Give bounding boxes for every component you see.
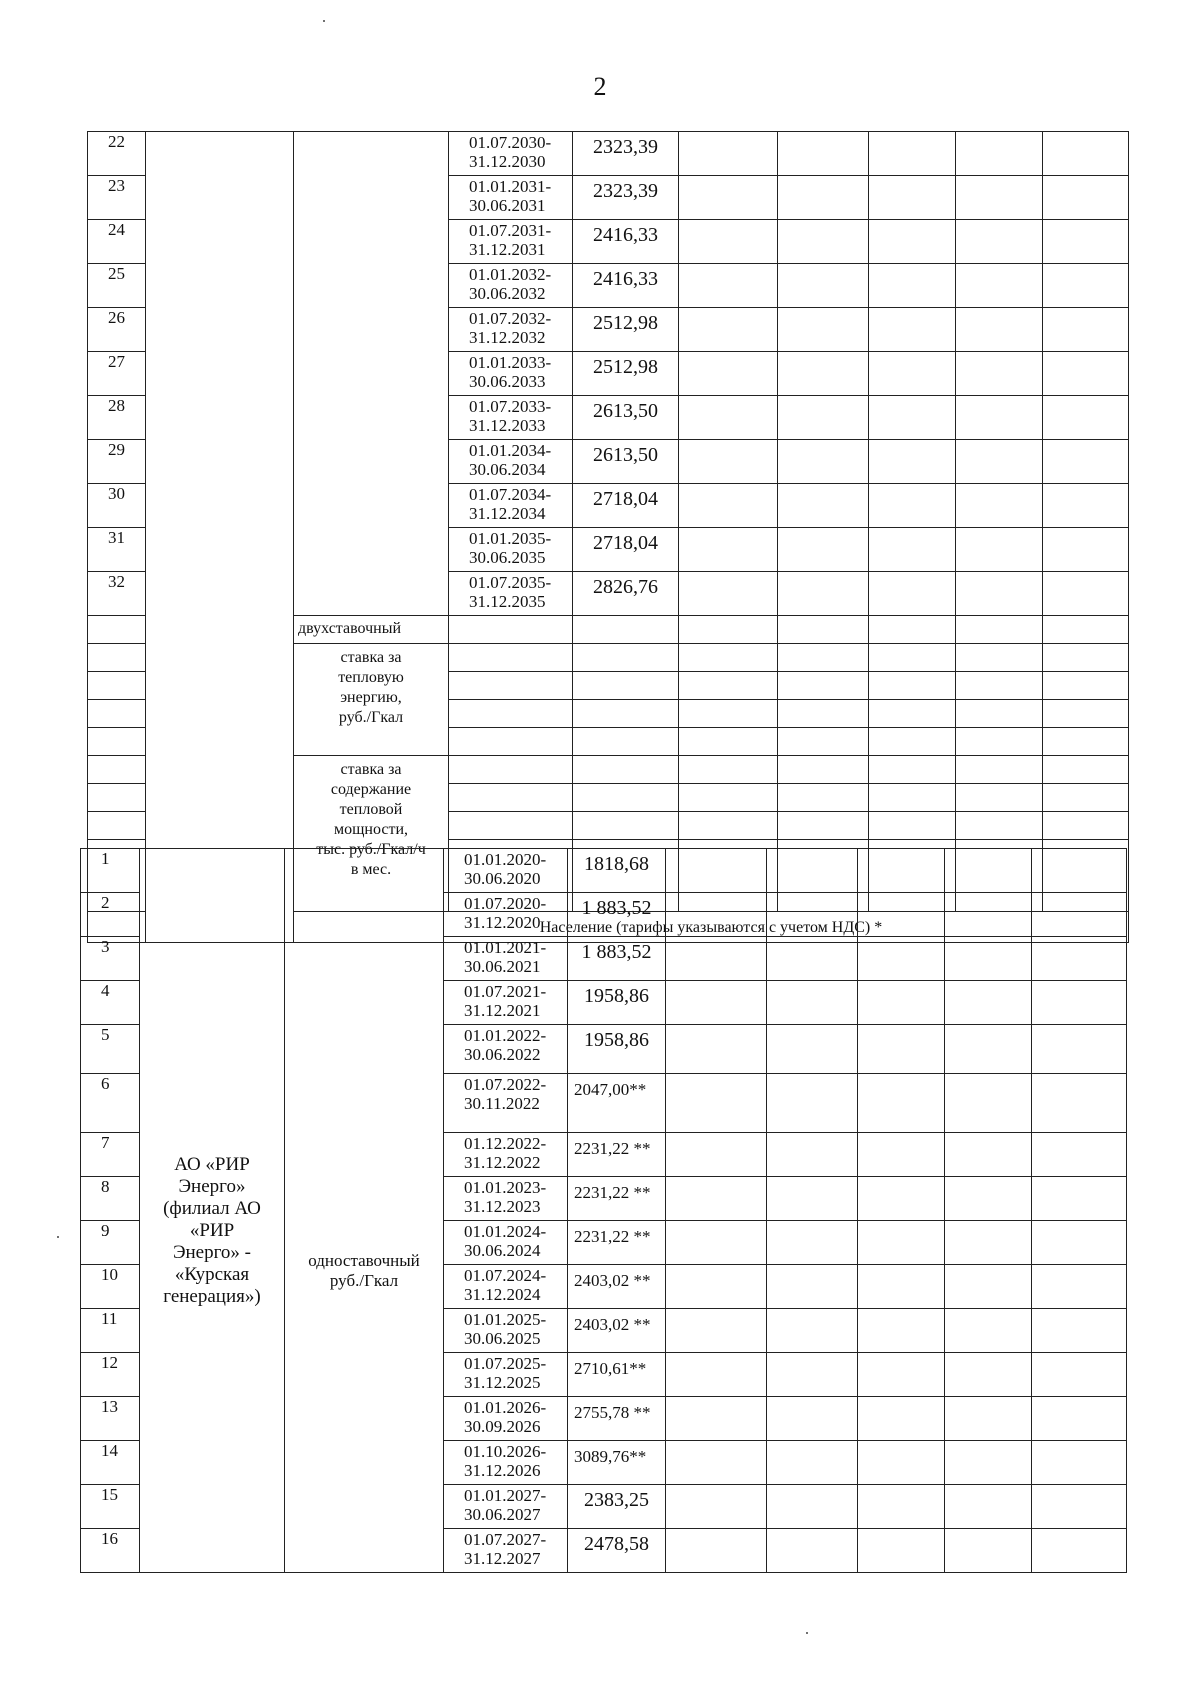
- empty-cell: [767, 1397, 858, 1441]
- empty-cell: [778, 756, 869, 784]
- period-cell: 01.12.2022- 31.12.2022: [444, 1133, 568, 1177]
- empty-cell: [679, 784, 778, 812]
- row-number: 24: [88, 220, 146, 264]
- row-number: 28: [88, 396, 146, 440]
- empty-cell: [767, 1177, 858, 1221]
- row-number-empty: [88, 700, 146, 728]
- period-cell: 01.01.2031- 30.06.2031: [449, 176, 573, 220]
- empty-cell: [679, 308, 778, 352]
- empty-cell: [956, 352, 1043, 396]
- empty-cell: [449, 644, 573, 672]
- table-row: [88, 132, 1129, 176]
- table-row: [81, 849, 1127, 893]
- period-cell: 01.01.2023- 31.12.2023: [444, 1177, 568, 1221]
- empty-cell: [858, 937, 945, 981]
- empty-cell: [945, 1221, 1032, 1265]
- tariff-value: 2613,50: [573, 396, 679, 440]
- period-cell: 01.01.2034- 30.06.2034: [449, 440, 573, 484]
- empty-cell: [1043, 308, 1129, 352]
- empty-cell: [945, 1441, 1032, 1485]
- empty-cell: [1032, 893, 1127, 937]
- row-number-empty: [88, 728, 146, 756]
- tariff-value: 2231,22 **: [568, 1177, 666, 1221]
- period-cell: 01.07.2034- 31.12.2034: [449, 484, 573, 528]
- empty-cell: [869, 352, 956, 396]
- empty-cell: [666, 1529, 767, 1573]
- empty-cell: [945, 1529, 1032, 1573]
- tariff-value: 2231,22 **: [568, 1133, 666, 1177]
- empty-cell: [666, 893, 767, 937]
- empty-cell: [666, 1353, 767, 1397]
- empty-cell: [778, 396, 869, 440]
- empty-cell: [858, 1441, 945, 1485]
- empty-cell: [945, 1177, 1032, 1221]
- empty-cell: [767, 981, 858, 1025]
- empty-cell: [956, 484, 1043, 528]
- empty-cell: [679, 264, 778, 308]
- empty-cell: [1043, 700, 1129, 728]
- capacity-rate-label: ставка за содержание тепловой мощности, тыс. руб./Гкал/ч в мес.: [294, 756, 449, 912]
- empty-cell: [956, 756, 1043, 784]
- empty-cell: [956, 784, 1043, 812]
- empty-cell: [679, 132, 778, 176]
- row-number: 12: [81, 1353, 140, 1397]
- empty-cell: [956, 220, 1043, 264]
- empty-cell: [869, 784, 956, 812]
- organization-cell-empty: [146, 132, 294, 943]
- empty-cell: [956, 132, 1043, 176]
- organization-name: АО «РИР Энерго» (филиал АО «РИР Энерго» - «Курская генерация»): [140, 849, 285, 1573]
- row-number: 23: [88, 176, 146, 220]
- empty-cell: [449, 812, 573, 840]
- empty-cell: [679, 756, 778, 784]
- empty-cell: [1032, 1485, 1127, 1529]
- empty-cell: [945, 893, 1032, 937]
- row-number: 10: [81, 1265, 140, 1309]
- empty-cell: [666, 1397, 767, 1441]
- empty-cell: [869, 484, 956, 528]
- tariff-value: 2478,58: [568, 1529, 666, 1573]
- row-number: 26: [88, 308, 146, 352]
- empty-cell: [869, 572, 956, 616]
- empty-cell: [767, 1529, 858, 1573]
- row-number-empty: [88, 644, 146, 672]
- two-rate-label: двухставочный: [294, 616, 449, 644]
- empty-cell: [767, 1074, 858, 1133]
- empty-cell: [1032, 1133, 1127, 1177]
- empty-cell: [778, 132, 869, 176]
- empty-cell: [679, 672, 778, 700]
- tariff-value: 2403,02 **: [568, 1265, 666, 1309]
- tariff-value: 2755,78 **: [568, 1397, 666, 1441]
- period-cell: 01.01.2035- 30.06.2035: [449, 528, 573, 572]
- empty-cell: [869, 440, 956, 484]
- empty-cell: [573, 616, 679, 644]
- tariff-value: 2323,39: [573, 176, 679, 220]
- empty-cell: [1043, 812, 1129, 840]
- empty-cell: [956, 308, 1043, 352]
- empty-cell: [1043, 616, 1129, 644]
- empty-cell: [956, 700, 1043, 728]
- empty-cell: [858, 1221, 945, 1265]
- tariff-value: 2416,33: [573, 264, 679, 308]
- empty-cell: [778, 220, 869, 264]
- empty-cell: [666, 1485, 767, 1529]
- empty-cell: [573, 812, 679, 840]
- empty-cell: [945, 1397, 1032, 1441]
- empty-cell: [679, 220, 778, 264]
- empty-cell: [858, 1177, 945, 1221]
- empty-cell: [956, 264, 1043, 308]
- empty-cell: [869, 220, 956, 264]
- empty-cell: [778, 644, 869, 672]
- tariff-value: 2383,25: [568, 1485, 666, 1529]
- empty-cell: [869, 644, 956, 672]
- empty-cell: [666, 937, 767, 981]
- empty-cell: [945, 1485, 1032, 1529]
- empty-cell: [666, 1177, 767, 1221]
- row-number: 30: [88, 484, 146, 528]
- row-number: 32: [88, 572, 146, 616]
- row-number: 6: [81, 1074, 140, 1133]
- empty-cell: [666, 1025, 767, 1074]
- empty-cell: [1032, 937, 1127, 981]
- empty-cell: [956, 812, 1043, 840]
- empty-cell: [778, 812, 869, 840]
- empty-cell: [1043, 644, 1129, 672]
- empty-cell: [956, 728, 1043, 756]
- period-cell: 01.07.2020- 31.12.2020: [444, 893, 568, 937]
- period-cell: 01.01.2033- 30.06.2033: [449, 352, 573, 396]
- empty-cell: [858, 1265, 945, 1309]
- empty-cell: [869, 528, 956, 572]
- empty-cell: [1043, 528, 1129, 572]
- empty-cell: [858, 1133, 945, 1177]
- empty-cell: [869, 700, 956, 728]
- row-number: 9: [81, 1221, 140, 1265]
- tariff-value: 2512,98: [573, 352, 679, 396]
- period-cell: 01.01.2025- 30.06.2025: [444, 1309, 568, 1353]
- period-cell: 01.01.2021- 30.06.2021: [444, 937, 568, 981]
- empty-cell: [679, 572, 778, 616]
- empty-cell: [1043, 784, 1129, 812]
- empty-cell: [956, 644, 1043, 672]
- empty-cell: [679, 396, 778, 440]
- row-number: 25: [88, 264, 146, 308]
- empty-cell: [679, 440, 778, 484]
- row-number: 22: [88, 132, 146, 176]
- empty-cell: [956, 616, 1043, 644]
- tariff-value: 3089,76**: [568, 1441, 666, 1485]
- period-cell: 01.07.2031- 31.12.2031: [449, 220, 573, 264]
- empty-cell: [778, 308, 869, 352]
- empty-cell: [778, 616, 869, 644]
- row-number: 29: [88, 440, 146, 484]
- empty-cell: [1043, 484, 1129, 528]
- scan-speck: [57, 1236, 59, 1238]
- empty-cell: [945, 937, 1032, 981]
- empty-cell: [1032, 1397, 1127, 1441]
- empty-cell: [1043, 220, 1129, 264]
- empty-cell: [869, 132, 956, 176]
- row-number: 3: [81, 937, 140, 981]
- row-number-empty: [88, 784, 146, 812]
- empty-cell: [858, 849, 945, 893]
- empty-cell: [767, 893, 858, 937]
- period-cell: 01.10.2026- 31.12.2026: [444, 1441, 568, 1485]
- scan-speck: [806, 1632, 808, 1634]
- row-number-empty: [88, 756, 146, 784]
- empty-cell: [858, 1309, 945, 1353]
- empty-cell: [858, 981, 945, 1025]
- row-number-empty: [88, 812, 146, 840]
- tariff-value: 1 883,52: [568, 893, 666, 937]
- empty-cell: [869, 616, 956, 644]
- tariff-value: 2512,98: [573, 308, 679, 352]
- tariff-value: 2718,04: [573, 484, 679, 528]
- empty-cell: [869, 728, 956, 756]
- row-number: 5: [81, 1025, 140, 1074]
- empty-cell: [778, 672, 869, 700]
- empty-cell: [1043, 176, 1129, 220]
- empty-cell: [679, 484, 778, 528]
- empty-cell: [767, 937, 858, 981]
- tariff-value: 1958,86: [568, 981, 666, 1025]
- empty-cell: [956, 396, 1043, 440]
- empty-cell: [767, 1485, 858, 1529]
- empty-cell: [449, 784, 573, 812]
- empty-cell: [679, 528, 778, 572]
- empty-cell: [1032, 849, 1127, 893]
- row-number: 27: [88, 352, 146, 396]
- empty-cell: [666, 849, 767, 893]
- period-cell: 01.07.2032- 31.12.2032: [449, 308, 573, 352]
- row-number: 31: [88, 528, 146, 572]
- tariff-value: 1958,86: [568, 1025, 666, 1074]
- tariff-value: 2416,33: [573, 220, 679, 264]
- row-number: 7: [81, 1133, 140, 1177]
- empty-cell: [449, 756, 573, 784]
- empty-cell: [869, 672, 956, 700]
- empty-cell: [869, 176, 956, 220]
- empty-cell: [945, 1025, 1032, 1074]
- empty-cell: [679, 700, 778, 728]
- empty-cell: [666, 1074, 767, 1133]
- row-number: 15: [81, 1485, 140, 1529]
- population-header: Население (тарифы указываются с учетом НДС) *: [294, 912, 1129, 943]
- empty-cell: [869, 396, 956, 440]
- page-number: 2: [593, 72, 607, 101]
- empty-cell: [573, 728, 679, 756]
- empty-cell: [679, 728, 778, 756]
- row-number: 1: [81, 849, 140, 893]
- empty-cell: [679, 352, 778, 396]
- period-cell: 01.07.2030- 31.12.2030: [449, 132, 573, 176]
- empty-cell: [767, 1025, 858, 1074]
- empty-cell: [767, 1441, 858, 1485]
- empty-cell: [1043, 756, 1129, 784]
- empty-cell: [1043, 728, 1129, 756]
- row-number: 8: [81, 1177, 140, 1221]
- period-cell: 01.07.2025- 31.12.2025: [444, 1353, 568, 1397]
- empty-cell: [1032, 1025, 1127, 1074]
- empty-cell: [1043, 396, 1129, 440]
- empty-cell: [449, 700, 573, 728]
- empty-cell: [767, 1309, 858, 1353]
- empty-cell: [666, 1441, 767, 1485]
- period-cell: 01.01.2032- 30.06.2032: [449, 264, 573, 308]
- empty-cell: [858, 1397, 945, 1441]
- empty-cell: [1032, 1177, 1127, 1221]
- empty-cell: [778, 784, 869, 812]
- empty-cell: [449, 728, 573, 756]
- empty-cell: [956, 572, 1043, 616]
- row-number-empty: [88, 616, 146, 644]
- empty-cell: [1032, 1441, 1127, 1485]
- tariff-value: 1 883,52: [568, 937, 666, 981]
- period-cell: 01.01.2020- 30.06.2020: [444, 849, 568, 893]
- tariff-value: 2323,39: [573, 132, 679, 176]
- empty-cell: [858, 1074, 945, 1133]
- tariff-value: 2613,50: [573, 440, 679, 484]
- rate-kind: одноставочный руб./Гкал: [285, 849, 444, 1573]
- empty-cell: [778, 728, 869, 756]
- empty-cell: [778, 700, 869, 728]
- empty-cell: [767, 1353, 858, 1397]
- empty-cell: [679, 644, 778, 672]
- empty-cell: [945, 981, 1032, 1025]
- empty-cell: [1032, 1529, 1127, 1573]
- empty-cell: [858, 1025, 945, 1074]
- empty-cell: [449, 672, 573, 700]
- empty-cell: [778, 264, 869, 308]
- period-cell: 01.07.2021- 31.12.2021: [444, 981, 568, 1025]
- empty-cell: [573, 644, 679, 672]
- empty-cell: [1043, 352, 1129, 396]
- empty-cell: [679, 812, 778, 840]
- empty-cell: [679, 176, 778, 220]
- tariff-value: 2403,02 **: [568, 1309, 666, 1353]
- empty-cell: [945, 849, 1032, 893]
- empty-cell: [956, 672, 1043, 700]
- empty-cell: [767, 849, 858, 893]
- empty-cell: [1032, 981, 1127, 1025]
- row-number: 14: [81, 1441, 140, 1485]
- empty-cell: [778, 528, 869, 572]
- empty-cell: [945, 1353, 1032, 1397]
- tariff-value: 2710,61**: [568, 1353, 666, 1397]
- empty-cell: [1043, 264, 1129, 308]
- empty-cell: [1043, 440, 1129, 484]
- empty-cell: [858, 1485, 945, 1529]
- empty-cell: [778, 484, 869, 528]
- empty-cell: [573, 672, 679, 700]
- empty-cell: [1032, 1353, 1127, 1397]
- tariff-value: 2718,04: [573, 528, 679, 572]
- empty-cell: [679, 616, 778, 644]
- empty-cell: [767, 1133, 858, 1177]
- period-cell: 01.07.2024- 31.12.2024: [444, 1265, 568, 1309]
- tariff-table-upper: [87, 131, 1129, 943]
- empty-cell: [858, 1529, 945, 1573]
- empty-cell: [858, 893, 945, 937]
- empty-cell: [956, 176, 1043, 220]
- period-cell: 01.07.2022- 30.11.2022: [444, 1074, 568, 1133]
- heat-energy-rate-label: ставка за тепловую энергию, руб./Гкал: [294, 644, 449, 756]
- row-number-empty: [88, 672, 146, 700]
- period-cell: 01.01.2026- 30.09.2026: [444, 1397, 568, 1441]
- empty-cell: [778, 176, 869, 220]
- empty-cell: [945, 1265, 1032, 1309]
- period-cell: 01.07.2035- 31.12.2035: [449, 572, 573, 616]
- empty-cell: [1032, 1265, 1127, 1309]
- empty-cell: [869, 264, 956, 308]
- scan-speck: [323, 20, 325, 22]
- empty-cell: [666, 1265, 767, 1309]
- period-cell: 01.01.2022- 30.06.2022: [444, 1025, 568, 1074]
- period-cell: 01.07.2027- 31.12.2027: [444, 1529, 568, 1573]
- empty-cell: [778, 440, 869, 484]
- empty-cell: [1032, 1074, 1127, 1133]
- empty-cell: [767, 1265, 858, 1309]
- empty-cell: [956, 528, 1043, 572]
- empty-cell: [869, 756, 956, 784]
- empty-cell: [573, 700, 679, 728]
- empty-cell: [869, 812, 956, 840]
- tariff-value: 2826,76: [573, 572, 679, 616]
- empty-cell: [573, 784, 679, 812]
- empty-cell: [778, 352, 869, 396]
- row-number: 16: [81, 1529, 140, 1573]
- tariff-value: 2047,00**: [568, 1074, 666, 1133]
- empty-cell: [858, 1353, 945, 1397]
- rate-kind-cell-empty: [294, 132, 449, 616]
- row-number: 4: [81, 981, 140, 1025]
- empty-cell: [1032, 1309, 1127, 1353]
- empty-cell: [1043, 672, 1129, 700]
- period-cell: 01.01.2024- 30.06.2024: [444, 1221, 568, 1265]
- empty-cell: [449, 616, 573, 644]
- row-number: 11: [81, 1309, 140, 1353]
- empty-cell: [1043, 132, 1129, 176]
- tariff-value: 1818,68: [568, 849, 666, 893]
- empty-cell: [666, 981, 767, 1025]
- empty-cell: [666, 1221, 767, 1265]
- period-cell: 01.07.2033- 31.12.2033: [449, 396, 573, 440]
- empty-cell: [1032, 1221, 1127, 1265]
- empty-cell: [869, 308, 956, 352]
- tariff-table-population: [80, 848, 1127, 1573]
- row-number: 2: [81, 893, 140, 937]
- empty-cell: [956, 440, 1043, 484]
- empty-cell: [1043, 572, 1129, 616]
- tariff-value: 2231,22 **: [568, 1221, 666, 1265]
- empty-cell: [945, 1309, 1032, 1353]
- period-cell: 01.01.2027- 30.06.2027: [444, 1485, 568, 1529]
- empty-cell: [945, 1133, 1032, 1177]
- empty-cell: [666, 1309, 767, 1353]
- empty-cell: [945, 1074, 1032, 1133]
- empty-cell: [573, 756, 679, 784]
- row-number: 13: [81, 1397, 140, 1441]
- empty-cell: [767, 1221, 858, 1265]
- empty-cell: [666, 1133, 767, 1177]
- empty-cell: [778, 572, 869, 616]
